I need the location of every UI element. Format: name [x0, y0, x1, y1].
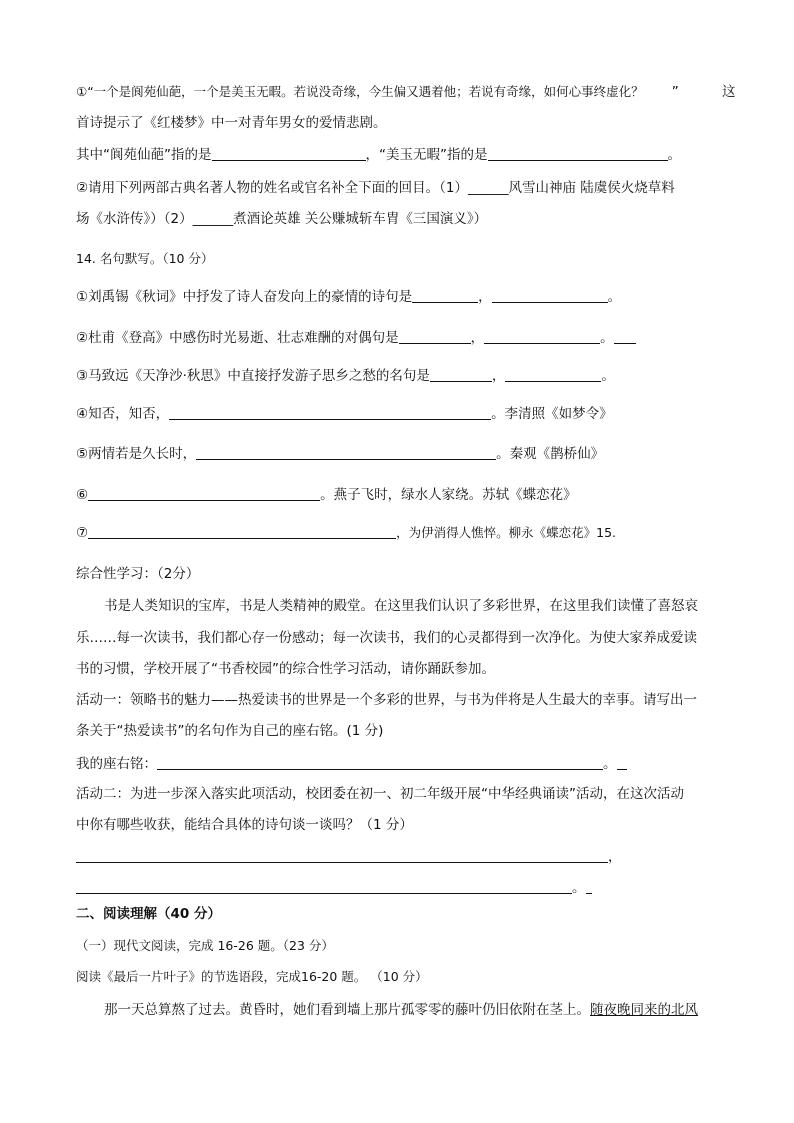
q14-title: 14. 名句默写。（10 分）	[76, 251, 214, 266]
q15-para-line2: 乐……每一次读书，我们都心存一份感动；每一次读书，我们的心灵都得到一次净化。为使大家养成爱读	[76, 630, 697, 646]
q14-item1: ①刘禹锡《秋词》中抒发了诗人奋发向上的豪情的诗句是 ， 。	[76, 289, 622, 305]
q13-line2: 首诗提示了《红楼梦》中一对青年男女的爱情悲剧。	[76, 115, 387, 131]
answer-blank[interactable]	[88, 486, 320, 501]
answer-blank[interactable]	[488, 146, 668, 161]
activity2-line1: 活动二：为进一步深入落实此项活动，校团委在初一、初二年级开展“中华经典诵读”活动，在这次活动	[76, 786, 684, 802]
q13-line1: ①“一个是阆苑仙葩，一个是美玉无暇。若说没奇缘，今生偏又遇着他；若说有奇缘，如何心事终虚化？ ”	[76, 84, 679, 100]
answer-line-1: ，	[76, 848, 622, 866]
q15-title: 综合性学习：（2分）	[76, 566, 200, 582]
answer-blank[interactable]	[196, 445, 496, 460]
motto-line: 我的座右铭： 。	[76, 755, 627, 773]
q14-item7: ⑦ ，为伊消得人憔悴。柳永《蝶恋花》15.	[76, 525, 616, 541]
answer-blank[interactable]	[212, 146, 366, 161]
q14-item3: ③马致远《天净沙·秋思》中直接抒发游子思乡之愁的名句是 ， 。	[76, 368, 615, 384]
answer-blank[interactable]	[88, 524, 396, 539]
answer-blank[interactable]	[399, 329, 471, 344]
q13-line1-end: 这	[722, 84, 736, 100]
q14-item2: ②杜甫《登高》中感伤时光易逝、壮志难酬的对偶句是 ， 。	[76, 329, 636, 347]
q14-item6: ⑥ 。燕子飞时，绿水人家绕。苏轼《蝶恋花》	[76, 487, 577, 503]
q13-line4: ②请用下列两部古典名著人物的姓名或官名补全下面的回目。（1）______风雪山神庙 陆虞侯火烧草料	[76, 180, 675, 196]
q14-item4: ④知否，知否， 。李清照《如梦令》	[76, 406, 613, 422]
q13-line5: 场《水浒传》）（2）______煮酒论英雄 关公赚城斩车胄《三国演义》）	[76, 211, 488, 227]
answer-blank[interactable]	[76, 848, 608, 863]
answer-blank[interactable]	[76, 879, 572, 894]
section2-sub1: （一）现代文阅读，完成 16-26 题。（23 分）	[76, 938, 334, 953]
q15-para-line1: 书是人类知识的宝库，书是人类精神的殿堂。在这里我们认识了多彩世界，在这里我们读懂了喜怒哀	[104, 598, 698, 614]
answer-blank[interactable]	[412, 288, 478, 303]
q13-line3: 其中“阆苑仙葩”指的是 ，“美玉无暇”指的是 。	[76, 147, 681, 163]
answer-line-2: 。	[76, 879, 592, 897]
answer-blank[interactable]	[505, 367, 601, 382]
q14-item5: ⑤两情若是久长时， 。秦观《鹊桥仙》	[76, 446, 605, 462]
section2-title: 二、阅读理解（40 分）	[76, 906, 221, 922]
answer-blank[interactable]	[484, 329, 600, 344]
answer-blank[interactable]	[169, 405, 491, 420]
motto-blank[interactable]	[157, 755, 603, 770]
answer-blank[interactable]	[430, 367, 492, 382]
answer-blank[interactable]	[492, 288, 608, 303]
reading-text-line1: 那一天总算熬了过去。黄昏时，她们看到墙上那片孤零零的藤叶仍旧依附在茎上。随夜晚同来的北风	[104, 1002, 698, 1018]
activity2-line2: 中你有哪些收获，能结合具体的诗句谈一谈吗？（1 分）	[76, 817, 413, 833]
q15-para-line3: 书的习惯，学校开展了“书香校园”的综合性学习活动，请你踊跃参加。	[76, 661, 495, 677]
section2-sub2: 阅读《最后一片叶子》的节选语段，完成16-20 题。 （10 分）	[76, 969, 428, 984]
activity1-line2: 条关于“热爱读书”的名句作为自己的座右铭。(1 分)	[76, 723, 384, 739]
activity1-line1: 活动一：领略书的魅力——热爱读书的世界是一个多彩的世界，与书为伴将是人生最大的幸事。请写出一	[76, 692, 697, 708]
